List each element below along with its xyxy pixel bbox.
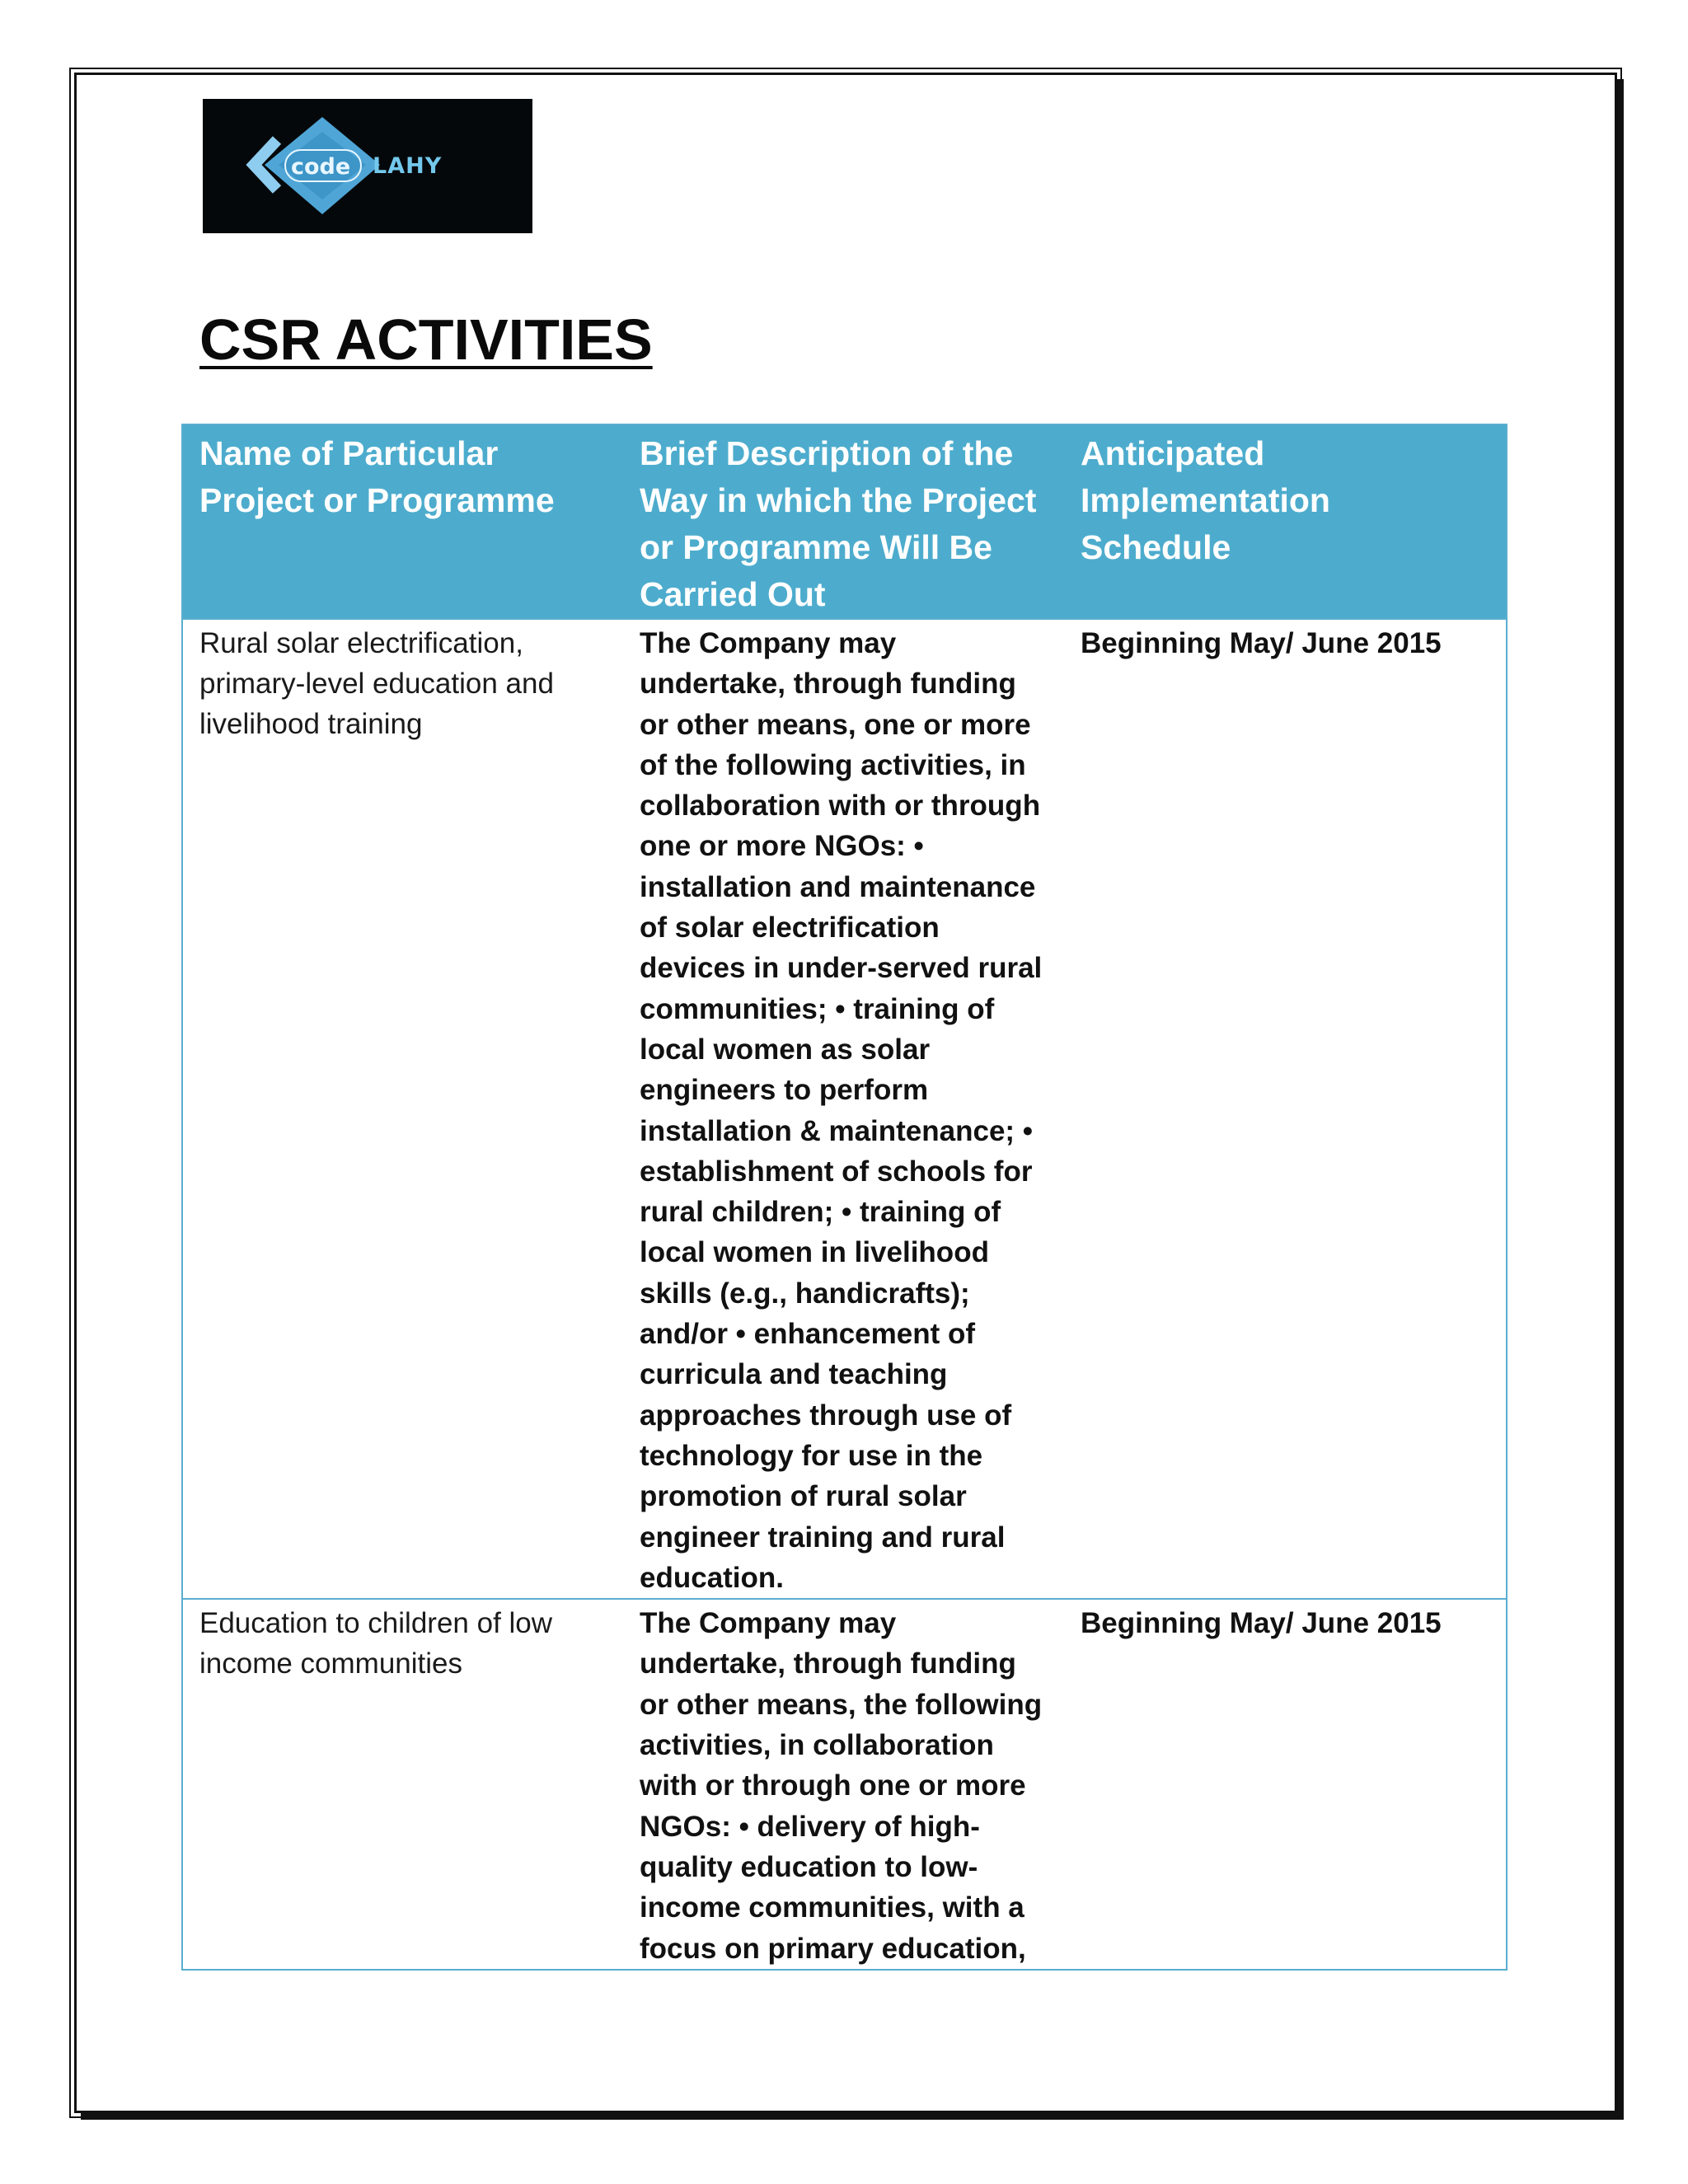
header-project-name: Name of Particular Project or Programme xyxy=(182,424,623,619)
company-logo xyxy=(203,99,532,233)
logo-diamond-graphic xyxy=(203,99,532,233)
description-text: The Company may undertake, through funding or other means, the following activities, in collaboration with or through one or more NGOs: • delivery of high-quality education to low-income communities, with a focus on primary education, xyxy=(640,1607,1043,1965)
cell-project-name: Education to children of low income communities xyxy=(182,1599,623,1970)
cell-description xyxy=(623,619,1064,1599)
cell-project-name: Rural solar electrification, primary-level education and livelihood training xyxy=(182,619,623,1599)
header-description: Brief Description of the Way in which the Project or Programme Will Be Carried Out xyxy=(623,424,1064,619)
header-schedule: Anticipated Implementation Schedule xyxy=(1064,424,1507,619)
table-row xyxy=(182,1599,1507,1970)
table-row xyxy=(182,619,1507,1599)
csr-activities-table xyxy=(181,424,1507,1971)
logo-word-lahy: LAHY xyxy=(373,153,443,179)
table-header-row xyxy=(182,424,1507,619)
logo-word-code: code xyxy=(291,154,351,180)
cell-description xyxy=(623,1599,1064,1970)
description-text: The Company may undertake, through funding or other means, one or more of the following activities, in collaboration with or through one or more NGOs: • installation and maintenance of solar electrification devices in under-served rural communities; • training of local women as solar engineers to perform installation & maintenance; • establishment of schools for rural children; • training of local women in livelihood skills (e.g., handicrafts); and/or • enhancement of curricula and teaching approaches through use of technology for use in the promotion of rural solar engineer training and rural education. xyxy=(640,627,1043,1594)
cell-schedule: Beginning May/ June 2015 xyxy=(1064,1599,1507,1970)
page-title: CSR ACTIVITIES xyxy=(199,307,653,372)
cell-schedule: Beginning May/ June 2015 xyxy=(1064,619,1507,1599)
